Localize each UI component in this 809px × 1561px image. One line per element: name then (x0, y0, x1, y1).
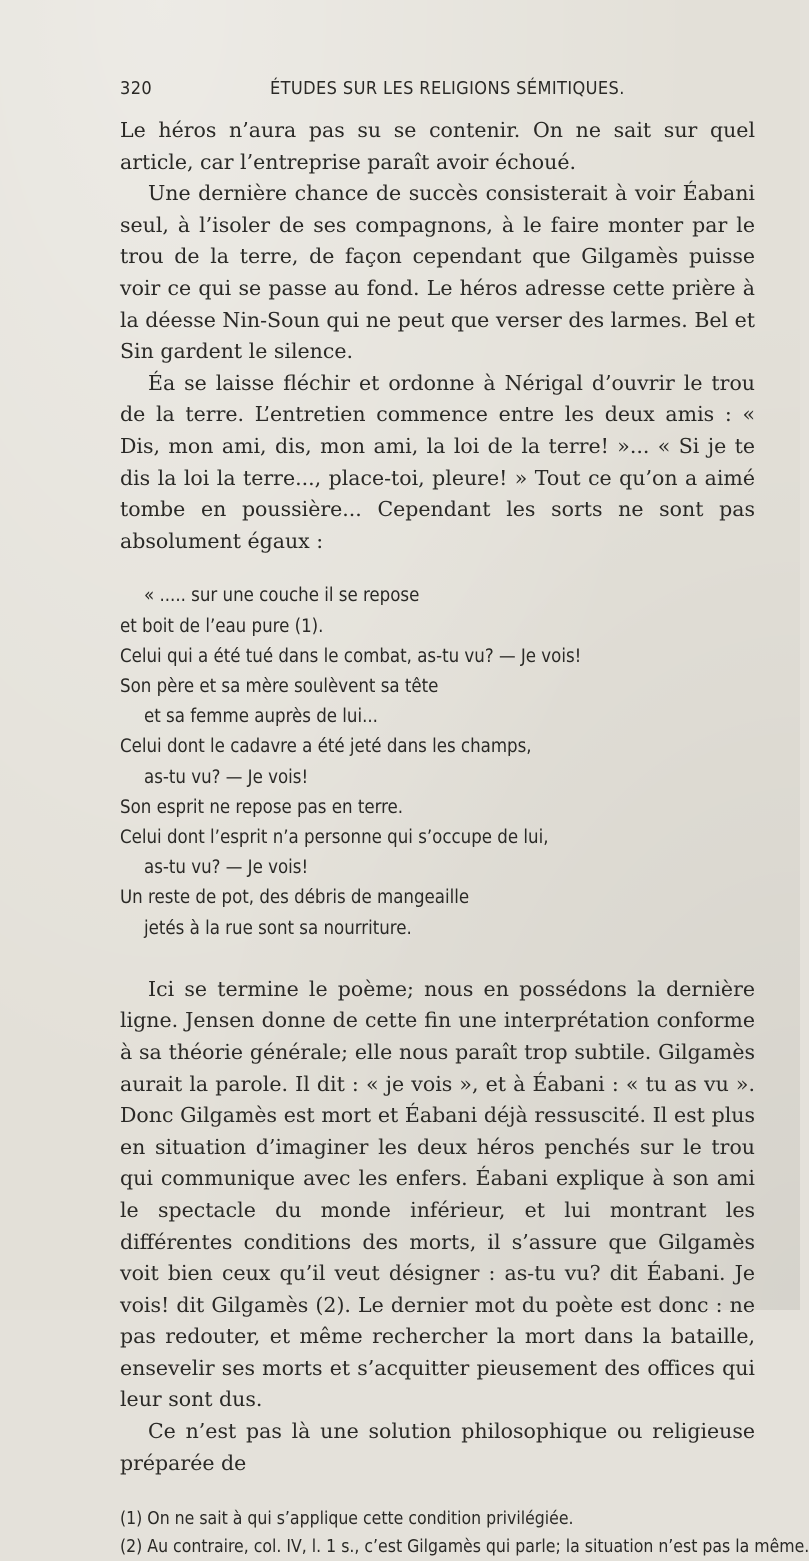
paragraph-heros: Le héros n’aura pas su se contenir. On ne sait sur quel article, car l’entreprise paraît avoir échoué. (120, 118, 755, 174)
commentary (120, 974, 755, 1480)
poem-line: et boit de l’eau pure (1). (120, 615, 324, 637)
poem-line: Celui dont l’esprit n’a personne qui s’occupe de lui, (120, 826, 549, 848)
page-number: 320 (120, 78, 153, 99)
footnote-2: (2) Au contraire, col. IV, l. 1 s., c’est Gilgamès qui parle; la situation n’est pas la même. (120, 1537, 809, 1558)
footnote-1: (1) On ne sait à qui s’applique cette condition privilégiée. (120, 1509, 574, 1530)
poem-line: as-tu vu? — Je vois! (144, 766, 309, 788)
paragraph-solution: Ce n’est pas là une solution philosophique ou religieuse préparée de (120, 1419, 755, 1475)
poem-line: et sa femme auprès de lui... (144, 706, 378, 728)
running-head (120, 78, 755, 108)
paragraph-ea: Éa se laisse fléchir et ordonne à Nérigal d’ouvrir le trou de la terre. L’entretien commence entre les deux amis : « Dis, mon ami, dis, mon ami, la loi de la terre! »... « Si je te dis la loi la terre..., place-toi, pleure! » Tout ce qu’on a aimé tombe en poussière... Cependant les sorts ne sont pas absolument égaux : (120, 370, 755, 553)
footnotes (120, 1505, 809, 1561)
page-body (120, 115, 809, 1561)
poem-quotation (120, 581, 755, 943)
poem-line: Un reste de pot, des débris de mangeaille (120, 887, 470, 909)
poem-line: Celui dont le cadavre a été jeté dans les champs, (120, 736, 532, 758)
paragraph-derniere-chance: Une dernière chance de succès consisterait à voir Éabani seul, à l’isoler de ses compagnons, à le faire monter par le trou de la terre, de façon cependant que Gilgamès puisse voir ce qui se passe au fond. Le héros adresse cette prière à la déesse Nin-Soun qui ne peut que verser des larmes. Bel et Sin gardent le silence. (120, 181, 755, 364)
poem-line: Celui qui a été tué dans le combat, as-tu vu? — Je vois! (120, 645, 582, 667)
running-title: ÉTUDES SUR LES RELIGIONS SÉMITIQUES. (270, 78, 625, 99)
poem-line: « ..... sur une couche il se repose (144, 585, 420, 607)
poem-line: Son esprit ne repose pas en terre. (120, 796, 404, 818)
poem-line: Son père et sa mère soulèvent sa tête (120, 675, 439, 697)
poem-line: jetés à la rue sont sa nourriture. (144, 917, 412, 939)
poem-line: as-tu vu? — Je vois! (144, 857, 309, 879)
paragraph-fin-du-poeme: Ici se termine le poème; nous en possédons la dernière ligne. Jensen donne de cette fin une interprétation conforme à sa théorie générale; elle nous paraît trop subtile. Gilgamès aurait la parole. Il dit : « je vois », et à Éabani : « tu as vu ». Donc Gilgamès est mort et Éabani déjà ressuscité. Il est plus en situation d’imaginer les deux héros penchés sur le trou qui communique avec les enfers. Éabani explique à son ami le spectacle du monde inférieur, et lui montrant les différentes conditions des morts, il s’assure que Gilgamès voit bien ceux qu’il veut désigner : as-tu vu? dit Éabani. Je vois! dit Gilgamès (2). Le dernier mot du poète est donc : ne pas redouter, et même rechercher la mort dans la bataille, ensevelir ses morts et s’acquitter pieusement des offices qui leur sont dus. (120, 976, 755, 1412)
